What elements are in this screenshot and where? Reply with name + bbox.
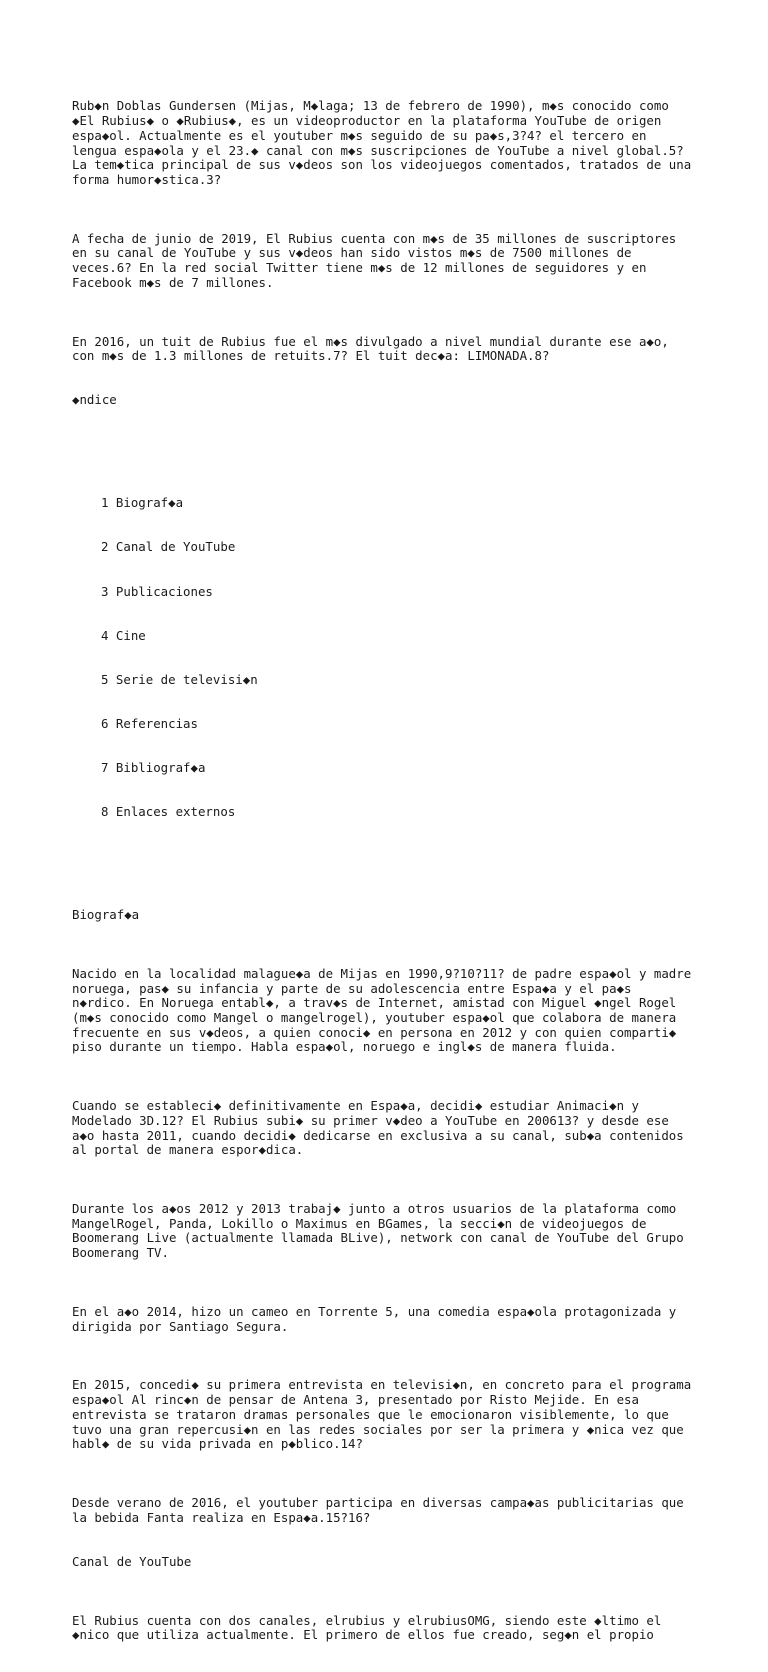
- paragraph-intro: Rub◆n Doblas Gundersen (Mijas, M◆laga; 13 de febrero de 1990), m◆s conocido como ◆El Rubius◆ o ◆Rubius◆, es un videoproductor en la plataforma YouTube de origen espa◆ol. Actualmente es el youtuber m◆s seguido de su pa◆s,3?4? el tercero en lengua espa◆ola y el 23.◆ canal con m◆s suscripciones de YouTube a nivel global.5? La tem◆tica principal de sus v◆deos son los videojuegos comentados, tratados de una forma humor◆stica.3?: [72, 98, 692, 187]
- paragraph-subscribers: A fecha de junio de 2019, El Rubius cuenta con m◆s de 35 millones de suscriptores en su canal de YouTube y sus v◆deos han sido vistos m◆s de 7500 millones de veces.6? En la red social Twitter tiene m◆s de 12 millones de seguidores y en Facebook m◆s de 7 millones.: [72, 230, 677, 290]
- table-of-contents: [101, 467, 712, 849]
- toc-item[interactable]: 6 Referencias: [101, 715, 198, 731]
- paragraph-torrente: En el a◆o 2014, hizo un cameo en Torrente 5, una comedia espa◆ola protagonizada y dirigida por Santiago Segura.: [72, 1303, 677, 1334]
- paragraph-studies: Cuando se estableci◆ definitivamente en Espa◆a, decidi◆ estudiar Animaci◆n y Modelado 3D.12? El Rubius subi◆ su primer v◆deo a YouTube en 200613? y desde ese a◆o hasta 2011, cuando decidi◆ dedicarse en exclusiva a su canal, sub◆a contenidos al portal de manera espor◆dica.: [72, 1098, 684, 1158]
- paragraph-tweet: En 2016, un tuit de Rubius fue el m◆s divulgado a nivel mundial durante ese a◆o, con m◆s de 1.3 millones de retuits.7? El tuit dec◆a: LIMONADA.8?: [72, 333, 669, 364]
- paragraph-interview: En 2015, concedi◆ su primera entrevista en televisi◆n, en concreto para el programa espa◆ol Al rinc◆n de pensar de Antena 3, presentado por Risto Mejide. En esa entrevista se trataron dramas personales que le emocionaron visiblemente, lo que tuvo una gran repercusi◆n en las redes sociales por ser la primera y ◆nica vez que habl◆ de su vida privada en p◆blico.14?: [72, 1377, 692, 1452]
- paragraph-channels: El Rubius cuenta con dos canales, elrubius y elrubiusOMG, siendo este ◆ltimo el ◆nico que utiliza actualmente. El primero de ellos fue creado, seg◆n el propio: [72, 1612, 662, 1643]
- index-heading: ◆ndice: [72, 392, 117, 408]
- toc-item[interactable]: 3 Publicaciones: [101, 583, 213, 599]
- document-page: [72, 70, 712, 1672]
- paragraph-fanta: Desde verano de 2016, el youtuber participa en diversas campa◆as publicitarias que la bebida Fanta realiza en Espa◆a.15?16?: [72, 1495, 684, 1525]
- toc-item[interactable]: 2 Canal de YouTube: [101, 539, 236, 555]
- biography-heading: Biograf◆a: [72, 907, 140, 923]
- toc-item[interactable]: 8 Enlaces externos: [101, 804, 236, 820]
- toc-item[interactable]: 4 Cine: [101, 627, 146, 643]
- youtube-heading: Canal de YouTube: [72, 1553, 192, 1569]
- toc-item[interactable]: 7 Bibliograf◆a: [101, 760, 206, 775]
- paragraph-bgames: Durante los a◆os 2012 y 2013 trabaj◆ junto a otros usuarios de la plataforma como MangelRogel, Panda, Lokillo o Maximus en BGames, la secci◆n de videojuegos de Boomerang Live (actualmente llamada BLive), network con canal de YouTube del Grupo Boomerang TV.: [72, 1201, 684, 1261]
- toc-item[interactable]: 1 Biograf◆a: [101, 495, 184, 511]
- paragraph-birth: Nacido en la localidad malague◆a de Mijas en 1990,9?10?11? de padre espa◆ol y madre noruega, pas◆ su infancia y parte de su adolescencia entre Espa◆a y el pa◆s n◆rdico. En Noruega entabl◆, a trav◆s de Internet, amistad con Miguel ◆ngel Rogel (m◆s conocido como Mangel o mangelrogel), youtuber espa◆ol que colabora de manera frecuente en sus v◆deos, a quien conoci◆ en persona en 2012 y con quien comparti◆ piso durante un tiempo. Habla espa◆ol, noruego e ingl◆s de manera fluida.: [72, 965, 692, 1055]
- toc-item[interactable]: 5 Serie de televisi◆n: [101, 671, 258, 687]
